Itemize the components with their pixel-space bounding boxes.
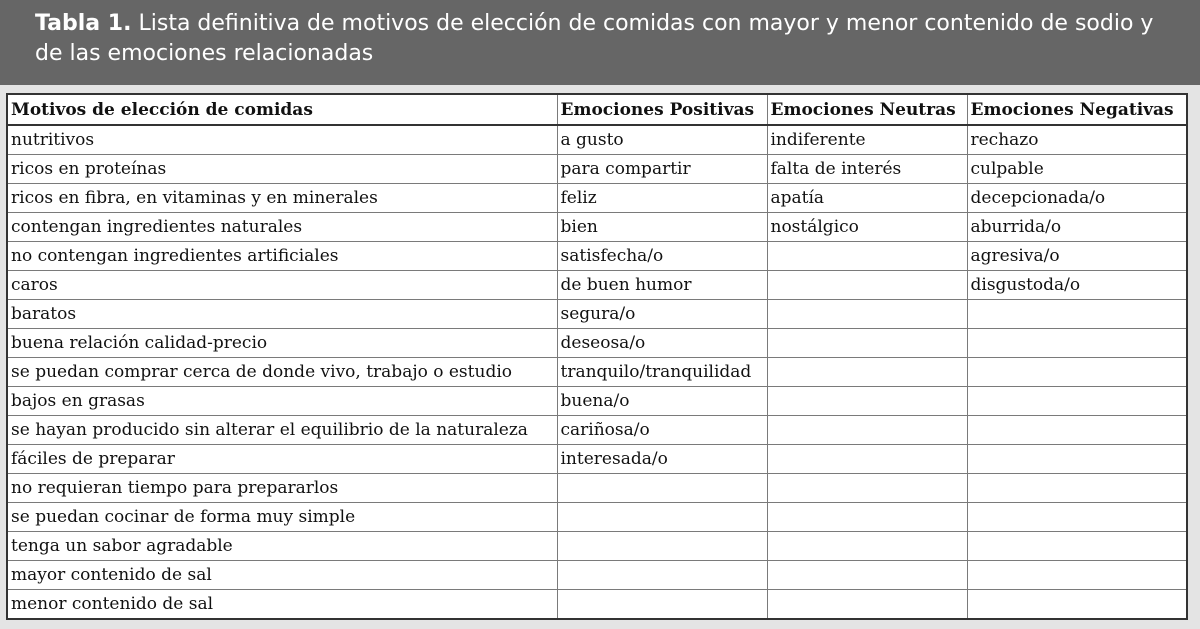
column-header: Emociones Negativas bbox=[967, 94, 1187, 125]
table-cell: mayor contenido de sal bbox=[7, 561, 557, 590]
table-caption bbox=[0, 0, 1200, 85]
table-cell: se hayan producido sin alterar el equilibrio de la naturaleza bbox=[7, 416, 557, 445]
table-cell: deseosa/o bbox=[557, 329, 767, 358]
table-cell bbox=[557, 503, 767, 532]
table-cell: fáciles de preparar bbox=[7, 445, 557, 474]
table-row bbox=[7, 561, 1187, 590]
table-cell bbox=[767, 590, 967, 620]
table-container bbox=[6, 93, 1186, 620]
table-cell: cariñosa/o bbox=[557, 416, 767, 445]
table-cell bbox=[767, 474, 967, 503]
table-cell bbox=[967, 590, 1187, 620]
table-cell: tranquilo/tranquilidad bbox=[557, 358, 767, 387]
table-cell bbox=[557, 561, 767, 590]
table-cell bbox=[967, 532, 1187, 561]
table-cell bbox=[767, 445, 967, 474]
table-row bbox=[7, 329, 1187, 358]
table-cell bbox=[967, 387, 1187, 416]
table-cell: agresiva/o bbox=[967, 242, 1187, 271]
table-cell: falta de interés bbox=[767, 155, 967, 184]
table-cell bbox=[967, 503, 1187, 532]
table-row bbox=[7, 271, 1187, 300]
table-row bbox=[7, 184, 1187, 213]
table-cell bbox=[767, 300, 967, 329]
table-cell: rechazo bbox=[967, 125, 1187, 155]
table-row bbox=[7, 213, 1187, 242]
column-header: Emociones Neutras bbox=[767, 94, 967, 125]
table-cell bbox=[767, 242, 967, 271]
caption-text: Lista definitiva de motivos de elección de comidas con mayor y menor contenido de sodio y de las emociones relacionadas bbox=[35, 11, 1154, 66]
table-cell: buena/o bbox=[557, 387, 767, 416]
table-row bbox=[7, 358, 1187, 387]
table-row bbox=[7, 445, 1187, 474]
table-cell: segura/o bbox=[557, 300, 767, 329]
table-cell: no contengan ingredientes artificiales bbox=[7, 242, 557, 271]
table-cell bbox=[767, 532, 967, 561]
column-header: Motivos de elección de comidas bbox=[7, 94, 557, 125]
column-header: Emociones Positivas bbox=[557, 94, 767, 125]
table-row bbox=[7, 416, 1187, 445]
table-cell: no requieran tiempo para prepararlos bbox=[7, 474, 557, 503]
table-cell: aburrida/o bbox=[967, 213, 1187, 242]
table-cell: decepcionada/o bbox=[967, 184, 1187, 213]
table-cell bbox=[967, 300, 1187, 329]
table-cell bbox=[967, 358, 1187, 387]
table-cell: nostálgico bbox=[767, 213, 967, 242]
table-cell bbox=[557, 532, 767, 561]
table-row bbox=[7, 503, 1187, 532]
table-cell: culpable bbox=[967, 155, 1187, 184]
table-row bbox=[7, 474, 1187, 503]
table-cell bbox=[767, 271, 967, 300]
table-cell: tenga un sabor agradable bbox=[7, 532, 557, 561]
table-cell: nutritivos bbox=[7, 125, 557, 155]
table-cell bbox=[557, 590, 767, 620]
table-cell bbox=[767, 416, 967, 445]
table-cell: bajos en grasas bbox=[7, 387, 557, 416]
table-cell: feliz bbox=[557, 184, 767, 213]
table-cell bbox=[967, 561, 1187, 590]
table-cell: baratos bbox=[7, 300, 557, 329]
table-cell bbox=[767, 561, 967, 590]
table-cell: apatía bbox=[767, 184, 967, 213]
table-cell: ricos en fibra, en vitaminas y en minerales bbox=[7, 184, 557, 213]
table-cell: para compartir bbox=[557, 155, 767, 184]
table-cell bbox=[967, 416, 1187, 445]
table-cell: de buen humor bbox=[557, 271, 767, 300]
table-cell bbox=[967, 329, 1187, 358]
table-cell: menor contenido de sal bbox=[7, 590, 557, 620]
table-cell bbox=[767, 503, 967, 532]
table-cell: disgustoda/o bbox=[967, 271, 1187, 300]
caption-label: Tabla 1. bbox=[35, 11, 132, 36]
table-cell bbox=[767, 358, 967, 387]
header-row bbox=[7, 94, 1187, 125]
table-row bbox=[7, 155, 1187, 184]
table-row bbox=[7, 532, 1187, 561]
table-cell bbox=[967, 474, 1187, 503]
table-cell: a gusto bbox=[557, 125, 767, 155]
emotions-table bbox=[6, 93, 1188, 620]
table-cell: bien bbox=[557, 213, 767, 242]
table-cell: indiferente bbox=[767, 125, 967, 155]
table-cell: contengan ingredientes naturales bbox=[7, 213, 557, 242]
table-row bbox=[7, 300, 1187, 329]
table-row bbox=[7, 590, 1187, 620]
table-cell bbox=[967, 445, 1187, 474]
table-body bbox=[7, 125, 1187, 619]
table-cell: caros bbox=[7, 271, 557, 300]
table-cell: ricos en proteínas bbox=[7, 155, 557, 184]
table-cell: se puedan comprar cerca de donde vivo, trabajo o estudio bbox=[7, 358, 557, 387]
table-cell: satisfecha/o bbox=[557, 242, 767, 271]
table-cell bbox=[767, 329, 967, 358]
table-cell bbox=[557, 474, 767, 503]
table-cell: buena relación calidad-precio bbox=[7, 329, 557, 358]
table-row bbox=[7, 242, 1187, 271]
table-cell bbox=[767, 387, 967, 416]
table-cell: se puedan cocinar de forma muy simple bbox=[7, 503, 557, 532]
table-row bbox=[7, 125, 1187, 155]
table-cell: interesada/o bbox=[557, 445, 767, 474]
table-row bbox=[7, 387, 1187, 416]
